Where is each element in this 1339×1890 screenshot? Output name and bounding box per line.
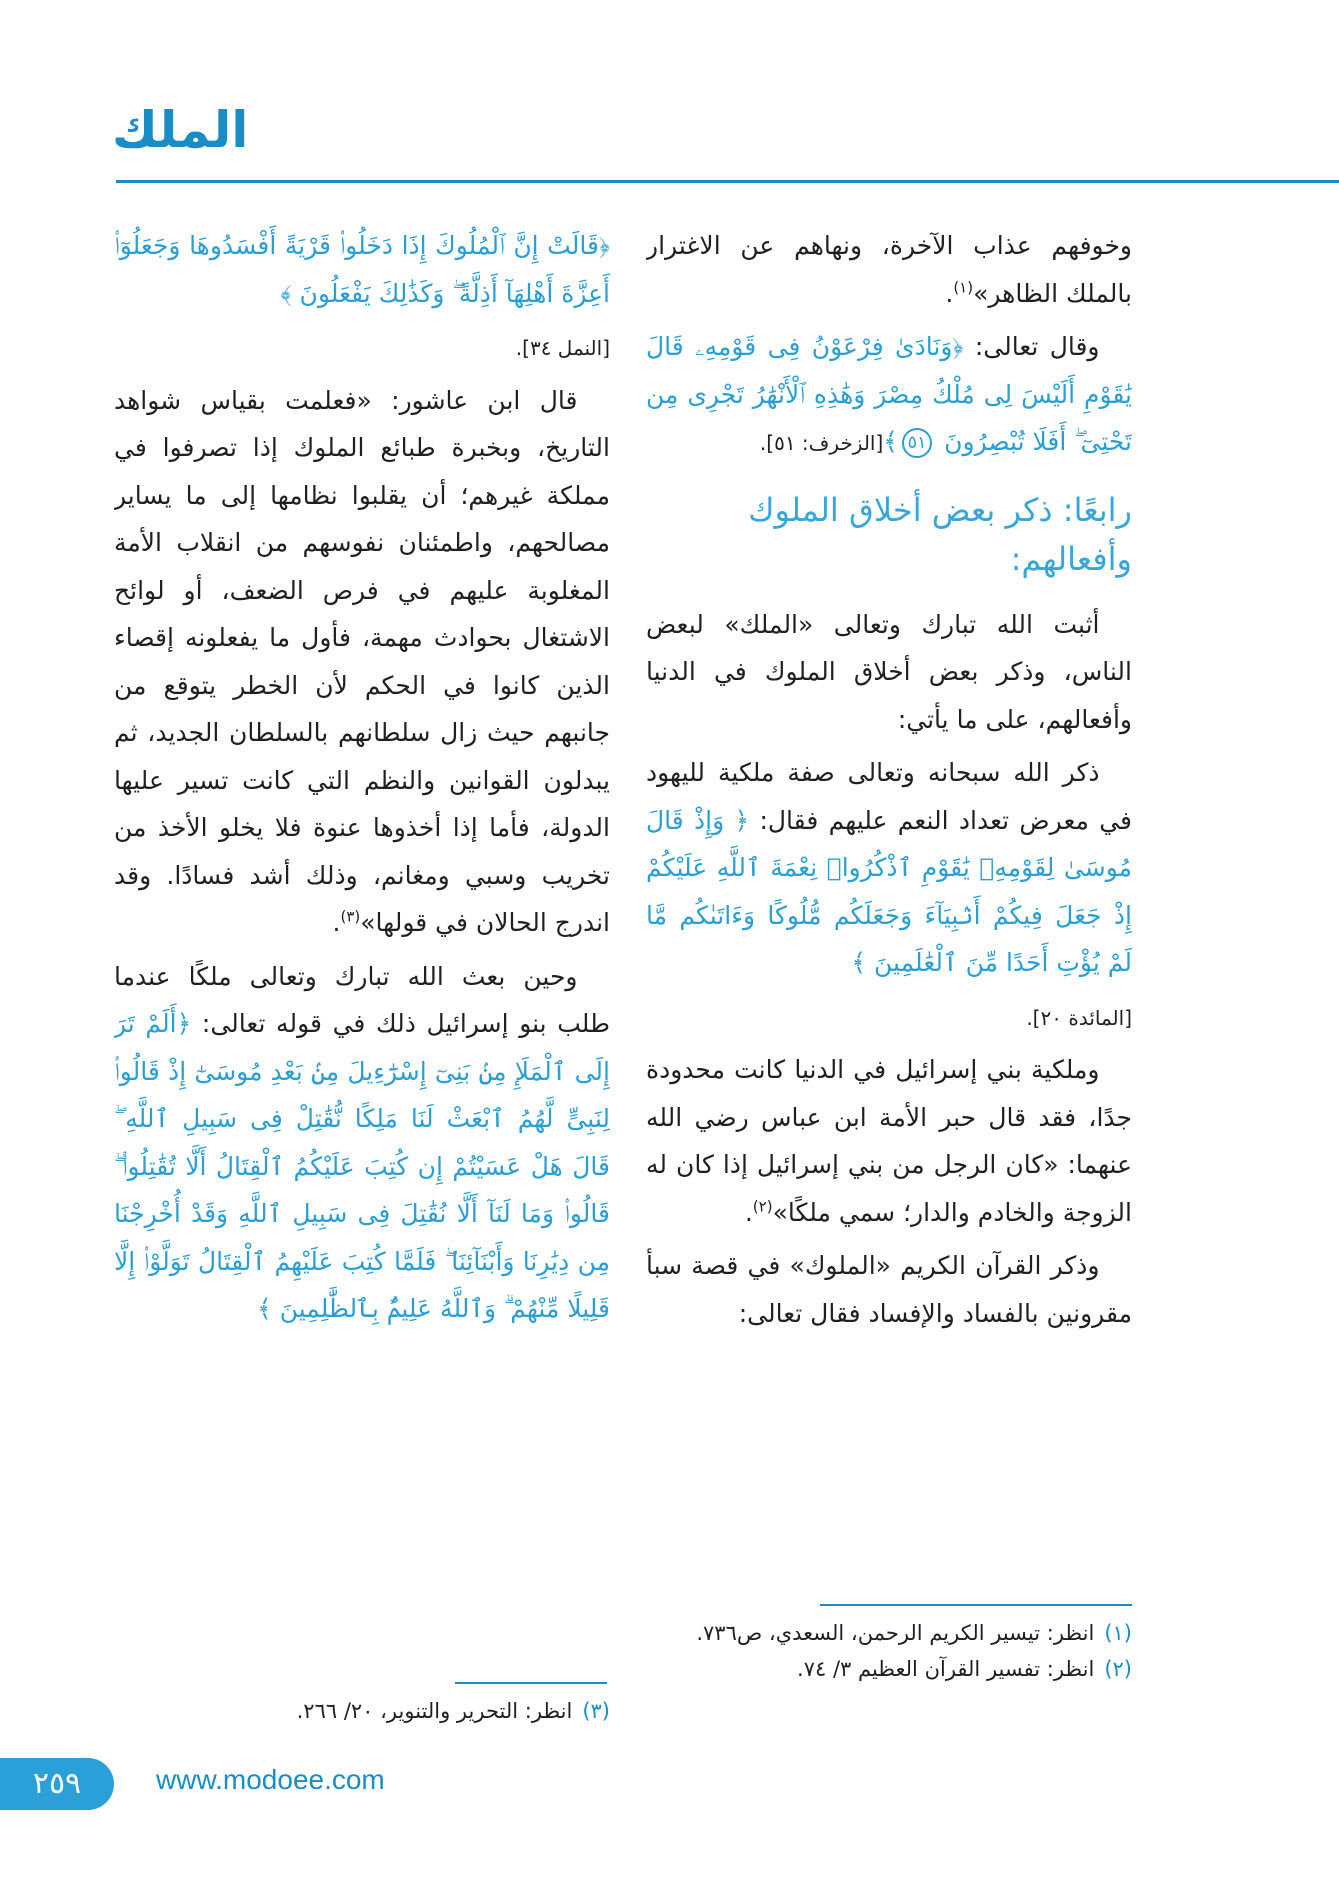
footnote-separator-left bbox=[455, 1682, 607, 1684]
paragraph-end: . bbox=[744, 1197, 753, 1227]
paragraph-intro: وقال تعالى: bbox=[963, 332, 1100, 361]
paragraph-naml bbox=[114, 222, 610, 317]
paragraph bbox=[646, 1046, 1132, 1236]
quran-verse-maidah: ﴿ وَإِذْ قَالَ مُوسَىٰ لِقَوْمِهِۦ يَٰقَوْمِ ٱذْكُرُوا۟ نِعْمَةَ ٱللَّهِ عَلَيْكُمْ إِذْ جَعَلَ فِيكُمْ أَنۢبِيَآءَ وَجَعَلَكُم مُّلُوكًا وَءَاتَىٰكُم مَّا لَمْ يُؤْتِ أَحَدًا مِّنَ ٱلْعَٰلَمِينَ ﴾ bbox=[646, 805, 1132, 978]
footnote-ref-2: (٢) bbox=[752, 1197, 773, 1216]
paragraph-text: وملكية بني إسرائيل في الدنيا كانت محدودة جدًا، فقد قال حبر الأمة ابن عباس رضي الله عنهما: «كان الرجل من بني إسرائيل إذا كان له الزوجة والخادم والدار؛ سمي ملكًا» bbox=[646, 1055, 1132, 1227]
verse-citation: [النمل ٣٤]. bbox=[515, 336, 610, 360]
footnote bbox=[114, 1694, 610, 1730]
paragraph-text: وخوفهم عذاب الآخرة، ونهاهم عن الاغترار بالملك الظاهر» bbox=[646, 231, 1132, 308]
paragraph: أثبت الله تبارك وتعالى «الملك» لبعض الناس، وذكر بعض أخلاق الملوك في الدنيا وأفعالهم، على ما يأتي: bbox=[646, 609, 1132, 734]
paragraph-quote bbox=[114, 377, 610, 947]
verse-citation-line bbox=[114, 323, 610, 371]
section-heading: رابعًا: ذكر بعض أخلاق الملوك وأفعالهم: bbox=[748, 490, 1132, 579]
paragraph-text: قال ابن عاشور: «فعلمت بقياس شواهد التاريخ، وبخبرة طبائع الملوك إذا تصرفوا في مملكة غيرهم؛ أن يقلبوا نظامها إلى ما يساير مصالحهم، واطمئنان نفوسهم من انقلاب الأمة المغلوبة عليهم في فرص الضعف، أو لوائح الاشتغال بحوادث مهمة، فأول ما يفعلونه إقصاء الذين كانوا في الحكم لأن الخطر يتوقع من جانبهم حيث زال سلطانهم بالسلطان الجديد، ثم يبدلون القوانين والنظم التي كانت تسير عليها الدولة، فأما إذا أخذوها عنوة فلا يخلو الأخذ من تخريب وسبي ومغانم، وذلك أشد فسادًا. وقد اندرج الحالان في قولها» bbox=[114, 385, 610, 937]
quran-close-bracket: ﴾ bbox=[883, 427, 898, 456]
left-column bbox=[114, 222, 610, 1674]
footnote-text: انظر: تفسير القرآن العظيم ٣/ ٧٤. bbox=[797, 1656, 1095, 1681]
paragraph-intro: وحين بعث الله تبارك وتعالى ملكًا عندما طلب بنو إسرائيل ذلك في قوله تعالى: bbox=[114, 961, 610, 1038]
paragraph-end: . bbox=[332, 908, 341, 937]
right-column bbox=[646, 222, 1132, 1594]
paragraph-baqarah bbox=[114, 953, 610, 1333]
footnotes-left bbox=[114, 1694, 610, 1730]
footnote-separator-right bbox=[820, 1604, 1132, 1606]
footnote-text: انظر: التحرير والتنوير، ٢٠/ ٢٦٦. bbox=[296, 1699, 573, 1723]
paragraph-end: . bbox=[945, 278, 954, 308]
website-url: www.modoee.com bbox=[156, 1764, 385, 1795]
footnote-number: (١) bbox=[1104, 1621, 1132, 1645]
quran-verse-naml: ﴿قَالَتْ إِنَّ ٱلْمُلُوكَ إِذَا دَخَلُوا۟ قَرْيَةً أَفْسَدُوهَا وَجَعَلُوٓا۟ أَعِزَّةَ أَهْلِهَآ أَذِلَّةً ۖ وَكَذَٰلِكَ يَفْعَلُونَ ﴾ bbox=[114, 231, 610, 308]
footnotes-right bbox=[646, 1616, 1132, 1687]
footnote-number: (٢) bbox=[1104, 1656, 1132, 1681]
paragraph-zukhruf bbox=[646, 323, 1132, 466]
verse-citation: [المائدة ٢٠]. bbox=[1026, 1005, 1132, 1030]
footnote-number: (٣) bbox=[582, 1699, 610, 1723]
header-rule bbox=[116, 180, 1339, 183]
paragraph: وذكر القرآن الكريم «الملوك» في قصة سبأ مقرونين بالفساد والإفساد فقال تعالى: bbox=[646, 1251, 1132, 1328]
verse-citation-line bbox=[646, 993, 1132, 1041]
footnote-ref-1: (١) bbox=[953, 278, 974, 297]
footnote-ref-3: (٣) bbox=[340, 907, 361, 926]
quran-verse-baqarah: ﴿أَلَمْ تَرَ إِلَى ٱلْمَلَإِ مِنۢ بَنِىٓ إِسْرَٰٓءِيلَ مِنۢ بَعْدِ مُوسَىٰٓ إِذْ قَالُوا۟ لِنَبِىٍّ لَّهُمُ ٱبْعَثْ لَنَا مَلِكًا نُّقَٰتِلْ فِى سَبِيلِ ٱللَّهِ ۖ قَالَ هَلْ عَسَيْتُمْ إِن كُتِبَ عَلَيْكُمُ ٱلْقِتَالُ أَلَّا تُقَٰتِلُوا۟ ۖ قَالُوا۟ وَمَا لَنَآ أَلَّا نُقَٰتِلَ فِى سَبِيلِ ٱللَّهِ وَقَدْ أُخْرِجْنَا مِن دِيَٰرِنَا وَأَبْنَآئِنَا ۖ فَلَمَّا كُتِبَ عَلَيْهِمُ ٱلْقِتَالُ تَوَلَّوْا۟ إِلَّا قَلِيلًا مِّنْهُمْ ۗ وَٱللَّهُ عَلِيمٌۢ بِٱلظَّٰلِمِينَ ﴾ bbox=[114, 1009, 610, 1323]
page-number: ٢٥٩ bbox=[32, 1766, 82, 1801]
paragraph-intro: ذكر الله سبحانه وتعالى صفة ملكية لليهود في معرض تعداد النعم عليهم فقال: bbox=[646, 758, 1132, 835]
paragraph-continuation bbox=[646, 222, 1132, 317]
footnote bbox=[646, 1652, 1132, 1688]
page-number-tab bbox=[0, 1758, 114, 1810]
quran-verse-zukhruf: ﴿وَنَادَىٰ فِرْعَوْنُ فِى قَوْمِهِۦ قَالَ يَٰقَوْمِ أَلَيْسَ لِى مُلْكُ مِصْرَ وَهَٰذِهِ ٱلْأَنْهَٰرُ تَجْرِى مِن تَحْتِىٓ ۖ أَفَلَا تُبْصِرُونَ bbox=[646, 332, 1132, 456]
page-title: الملك bbox=[112, 101, 249, 159]
footnote-text: انظر: تيسير الكريم الرحمن، السعدي، ص٧٣٦. bbox=[696, 1621, 1095, 1645]
verse-citation: [الزخرف: ٥١]. bbox=[759, 431, 884, 455]
footnote bbox=[646, 1616, 1132, 1652]
ayah-number-badge: ٥١ bbox=[902, 428, 932, 458]
paragraph-maidah bbox=[646, 749, 1132, 987]
